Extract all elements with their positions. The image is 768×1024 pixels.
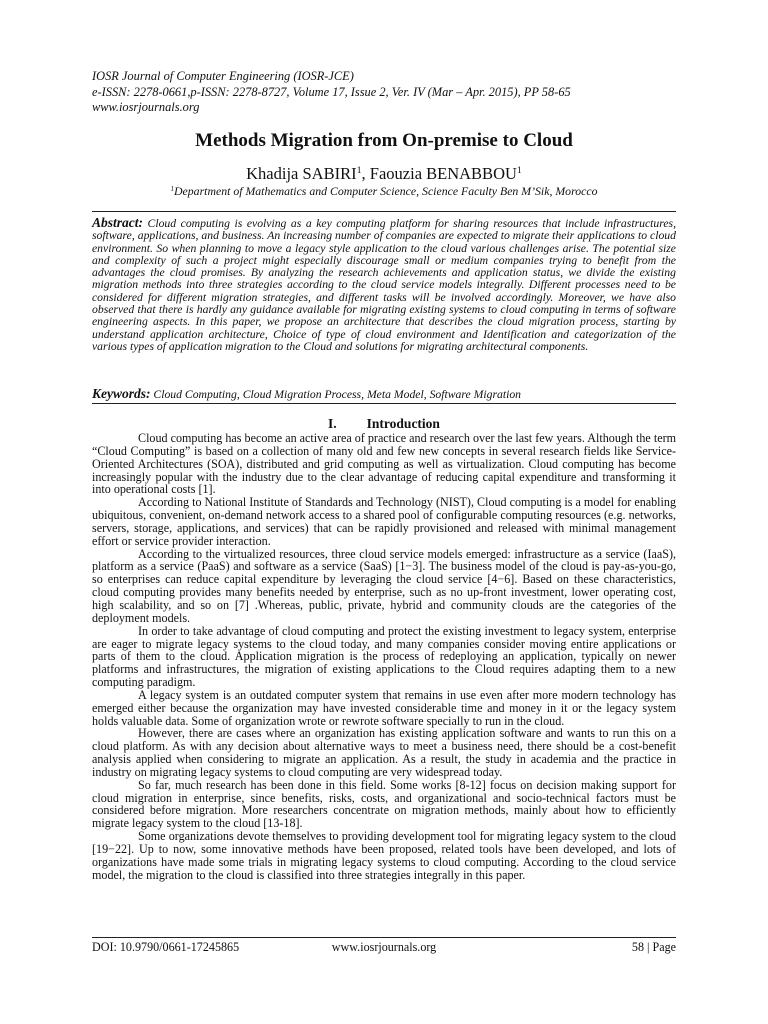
keywords xyxy=(92,386,676,402)
top-divider xyxy=(92,211,676,212)
paragraph: Cloud computing has become an active area of practice and research over the last few years. Although the term “Cloud Computing” is based on a collection of many old and few new concepts in several research fields like Service-Oriented Architectures (SOA), distributed and grid computing as well as virtualization. Cloud computing has become increasingly popular with the industry due to the clear advantage of reducing capital expenditure and transforming it into operational costs [1]. xyxy=(92,431,676,497)
journal-website: www.iosrjournals.org xyxy=(92,100,200,114)
section-title: Introduction xyxy=(366,416,440,431)
abstract-label: Abstract: xyxy=(92,215,144,230)
footer-page-number: 58 | Page xyxy=(631,940,676,954)
keywords-text: Cloud Computing, Cloud Migration Process, Meta Model, Software Migration xyxy=(153,388,522,401)
body-text xyxy=(92,432,676,882)
section-number: I. xyxy=(328,416,337,431)
author-separator: , xyxy=(361,164,370,183)
footer-website: www.iosrjournals.org xyxy=(331,940,437,954)
footer-doi: DOI: 10.9790/0661-17245865 xyxy=(92,940,240,954)
footer-divider xyxy=(92,937,676,938)
paper-title: Methods Migration from On-premise to Cloud xyxy=(195,130,573,151)
paragraph: According to National Institute of Standards and Technology (NIST), Cloud computing is a model for enabling ubiquitous, convenient, on-demand network access to a shared pool of configurable computing resources (e.g. networks, servers, storage, applications, and services) that can be rapidly provisioned and released with minimal management effort or service provider interaction. xyxy=(92,495,676,548)
section-heading xyxy=(0,416,768,432)
paragraph: A legacy system is an outdated computer system that remains in use even after more modern technology has emerged either because the organization may have invested considerable time and money in it or the legacy system holds valuable data. Some of organization wrote or rewrote software specially to run in the cloud. xyxy=(92,687,676,728)
abstract-text: Cloud computing is evolving as a key computing platform for sharing resources that include infrastructures, software, applications, and business. An increasing number of companies are expected to migrate their applications to cloud environment. So when planning to move a legacy style application to the cloud various challenges arise. The potential size and complexity of such a project might especially discourage small or medium companies trying to benefit from the advantages the cloud promises. By analyzing the research achievements and application status, we divide the existing migration methods into three strategies according to the cloud service models integrally. Different processes need to be considered for different migration strategies, and different tasks will be involved accordingly. Moreover, we have also observed that there is hardly any guidance available for migrating existing systems to cloud computing in terms of software engineering aspects. In this paper, we propose an architecture that describes the cloud migration process, starting by understand application architecture, Choice of type of cloud environment and Identification and categorization of the various types of application migration to the Cloud and solutions for migrating architectural components. xyxy=(92,217,677,353)
abstract-divider xyxy=(92,403,676,404)
paragraph: According to the virtualized resources, three cloud service models emerged: infrastructure as a service (IaaS), platform as a service (PaaS) and software as a service (SaaS) [1−3]. The business model of the cloud is pay-as-you-go, so enterprises can reduce capital expenditure by leveraging the cloud service [4−6]. Based on these characteristics, cloud computing provides many benefits needed by enterprise, such as no up-front investment, lower operating cost, high scalability, and so on [7] .Whereas, public, private, hybrid and community clouds are the categories of the deployment models. xyxy=(92,546,676,625)
author-name: Faouzia BENABBOU xyxy=(369,164,517,183)
journal-name: IOSR Journal of Computer Engineering (IOSR-JCE) xyxy=(92,69,354,83)
author-affiliation-mark: 1 xyxy=(516,165,522,177)
paragraph: Some organizations devote themselves to providing development tool for migrating legacy system to the cloud [19−22]. Up to now, some innovative methods have been proposed, related tools have been developed, and lots of organizations have made some trials in migrating legacy systems to cloud computing. According to the cloud service model, the migration to the cloud is classified into three strategies integrally in this paper. xyxy=(92,829,676,882)
keywords-label: Keywords: xyxy=(92,386,151,401)
paragraph: So far, much research has been done in this field. Some works [8-12] focus on decision making support for cloud migration in enterprise, since benefits, risks, costs, and organizational and socio-technical factors must be considered before migration. More researchers concentrate on migration methods, mainly about how to efficiently migrate legacy system to the cloud [13-18]. xyxy=(92,777,676,831)
journal-header xyxy=(92,69,692,116)
paragraph: However, there are cases where an organization has existing application software and wants to run this on a cloud platform. As with any decision about alternative ways to meet a business need, there should be a cost-benefit analysis applied when considering to migrate an application. As a result, the study in academia and the practice in industry on migrating legacy systems to cloud computing are very widespread today. xyxy=(92,726,676,779)
paragraph: In order to take advantage of cloud computing and protect the existing investment to legacy system, enterprise are eager to migrate legacy systems to the cloud today, and many companies consider moving entire applications or parts of them to the cloud. Application migration is the process of redeploying an application, typically on newer platforms and infrastructures, the migration of existing applications to the Cloud requires adapting them to a new computing paradigm. xyxy=(92,623,676,690)
journal-issn: e-ISSN: 2278-0661,p-ISSN: 2278-8727, Volume 17, Issue 2, Ver. IV (Mar – Apr. 2015), PP 58-65 xyxy=(92,84,571,99)
author-list xyxy=(0,164,768,184)
affiliation-mark: 1 xyxy=(170,184,175,193)
affiliation xyxy=(0,184,768,199)
author-affiliation-mark: 1 xyxy=(356,165,362,177)
abstract xyxy=(92,217,676,353)
author-name: Khadija SABIRI xyxy=(246,164,357,183)
affiliation-text: Department of Mathematics and Computer Science, Science Faculty Ben M’Sik, Morocco xyxy=(174,184,598,198)
